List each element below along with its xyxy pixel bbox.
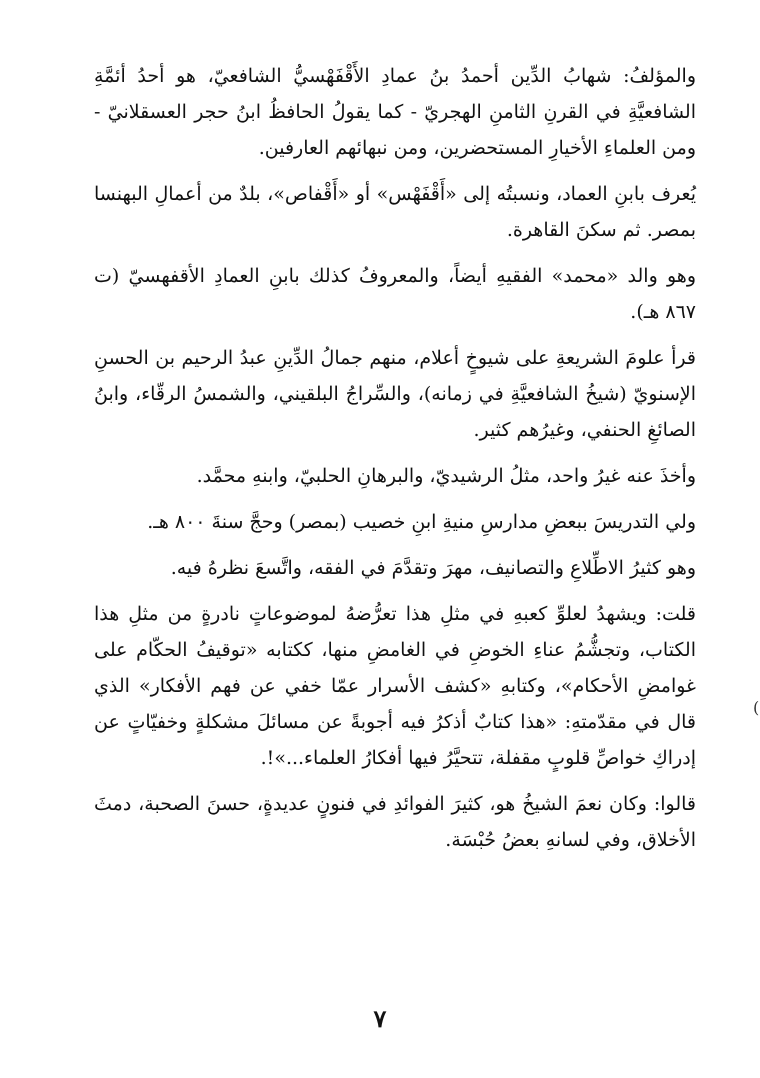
- paragraph-separator: [94, 248, 696, 258]
- paragraph-father-of: وهو والد «محمد» الفقيهِ أيضاً، والمعروفُ كذلك بابنِ العمادِ الأقفهسيّ (ت ٨٦٧ هـ).: [94, 265, 696, 323]
- paragraph-teachers: قرأ علومَ الشريعةِ على شيوخٍ أعلام، منهم جمالُ الدِّينِ عبدُ الرحيم بن الحسنِ الإسنويّ (شيخُ الشافعيَّةِ في زمانه)، والسِّراجُ البلقيني، والشمسُ الرقّاء، وابنُ الصائغِ الحنفي، وغيرُهم كثير.: [94, 347, 696, 441]
- paragraph-separator: [94, 330, 696, 340]
- paragraph-separator: [94, 540, 696, 550]
- paragraph-separator: [94, 776, 696, 786]
- paragraph-teaching: ولي التدريسَ ببعضِ مدارسِ منيةِ ابنِ خصيب (بمصر) وحجَّ سنةَ ٨٠٠ هـ.: [147, 511, 696, 533]
- paragraph-separator: [94, 494, 696, 504]
- page-body: [94, 58, 696, 858]
- paragraph-separator: [94, 586, 696, 596]
- paragraph-nisba: يُعرف بابنِ العماد، ونسبتُه إلى «أَقْفَهْس» أو «أَقْفاص»، بلدٌ من أعمالِ البهنسا بمصر. ثم سكنَ القاهرة.: [94, 183, 696, 241]
- paragraph-character: قالوا: وكان نعمَ الشيخُ هو، كثيرَ الفوائدِ في فنونٍ عديدةٍ، حسنَ الصحبة، دمثَ الأخلاق، وفي لسانهِ بعضُ حُبْسَة.: [94, 793, 696, 851]
- paragraph-editor-note: قلت: ويشهدُ لعلوِّ كعبهِ في مثلِ هذا تعرُّضهُ لموضوعاتٍ نادرةٍ من مثلِ هذا الكتاب، وتجشُّمُ عناءِ الخوضِ في الغامضِ منها، ككتابه «توقيفُ الحكّام على غوامضِ الأحكام»، وكتابهِ «كشف الأسرار عمّا خفي عن فهم الأفكار» الذي قال في مقدّمتهِ: «هذا كتابٌ أذكرُ فيه أجوبةً عن مسائلَ مشكلةٍ وخفيّاتٍ عن إدراكِ خواصِّ قلوبٍ مقفلة، تتحيَّرُ فيها أفكارُ العلماء...»!.: [94, 603, 696, 769]
- paragraph-students: وأخذَ عنه غيرُ واحد، مثلُ الرشيديّ، والبرهانِ الحلبيّ، وابنهِ محمَّد.: [196, 465, 696, 487]
- page-number: ٧: [373, 1004, 387, 1033]
- paragraph-expertise: وهو كثيرُ الاطِّلاعِ والتصانيف، مهرَ وتقدَّمَ في الفقه، واتَّسعَ نظرهُ فيه.: [170, 557, 696, 579]
- paragraph-separator: [94, 166, 696, 176]
- paragraph-author-intro: والمؤلفُ: شهابُ الدِّين أحمدُ بنُ عمادِ الأَقْفَهْسيُّ الشافعيّ، هو أحدُ أئمَّةِ الشافعيَّةِ في القرنِ الثامنِ الهجريّ - كما يقولُ الحافظُ ابنُ حجر العسقلانيّ - ومن العلماءِ الأخيارِ المستحضرين، ومن نبهائهم العارفين.: [94, 65, 696, 159]
- paragraph-separator: [94, 448, 696, 458]
- edge-mark-decoration: (: [753, 698, 760, 717]
